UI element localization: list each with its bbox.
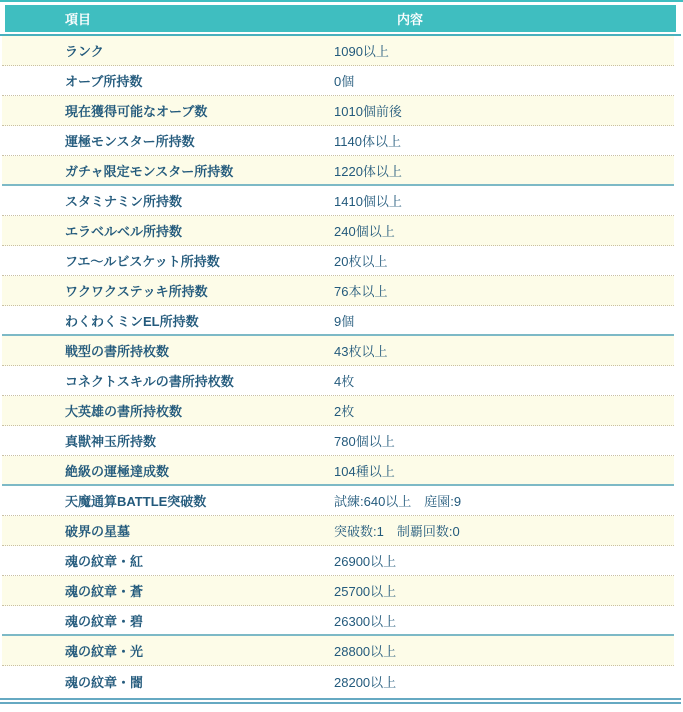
column-header-item: 項目 (65, 12, 92, 27)
row-item-label: 魂の紋章・闇 (65, 674, 144, 690)
row-item-label: 魂の紋章・蒼 (65, 584, 144, 599)
row-value: 4枚 (334, 374, 355, 389)
table-row (2, 606, 674, 636)
bottom-border-line (0, 698, 681, 704)
row-item-label: フエ〜ルビスケット所持数 (65, 254, 220, 269)
row-item-label: わくわくミンEL所持数 (65, 313, 199, 329)
row-item-label: 天魔通算BATTLE突破数 (65, 494, 207, 509)
table-row (2, 486, 674, 516)
row-value: 2枚 (334, 404, 355, 419)
table-row (2, 216, 674, 246)
row-value: 9個 (334, 313, 355, 329)
row-value: 1410個以上 (334, 194, 402, 209)
row-value: 1010個前後 (334, 104, 402, 119)
row-value: 1220体以上 (334, 163, 402, 179)
row-item-label: 絶級の運極達成数 (65, 463, 170, 479)
row-value: 20枚以上 (334, 254, 388, 269)
row-item-label: 魂の紋章・紅 (65, 554, 144, 569)
row-value: 26900以上 (334, 554, 397, 569)
row-item-label: エラベルベル所持数 (65, 224, 183, 239)
table-row (2, 276, 674, 306)
table-body (0, 36, 683, 696)
row-item-label: 戦型の書所持枚数 (65, 344, 170, 359)
table-row (2, 96, 674, 126)
row-item-label: 運極モンスター所持数 (65, 134, 195, 149)
row-value: 43枚以上 (334, 344, 388, 359)
table-row (2, 306, 674, 336)
row-value: 試練:640以上 庭園:9 (334, 494, 462, 509)
row-value: 26300以上 (334, 613, 397, 629)
row-value: 28200以上 (334, 674, 397, 690)
row-item-label: ワクワクステッキ所持数 (65, 284, 208, 299)
top-border-line (0, 0, 683, 2)
row-value: 780個以上 (334, 434, 395, 449)
table-row (2, 186, 674, 216)
table-row (2, 666, 674, 696)
row-item-label: 真獣神玉所持数 (65, 434, 157, 449)
table-row (2, 516, 674, 546)
row-item-label: オーブ所持数 (65, 74, 143, 89)
row-item-label: ガチャ限定モンスター所持数 (65, 163, 234, 179)
table-row (2, 336, 674, 366)
row-item-label: 現在獲得可能なオーブ数 (65, 104, 208, 119)
row-item-label: コネクトスキルの書所持枚数 (65, 374, 234, 389)
row-value: 76本以上 (334, 284, 388, 299)
table-row (2, 246, 674, 276)
column-header-content: 内容 (397, 12, 424, 27)
row-value: 0個 (334, 74, 355, 89)
table-row (2, 546, 674, 576)
table-row (2, 576, 674, 606)
table-row (2, 396, 674, 426)
row-value: 28800以上 (334, 644, 397, 659)
table-row (2, 426, 674, 456)
row-value: 104種以上 (334, 463, 395, 479)
table-row (2, 66, 674, 96)
table-row (2, 366, 674, 396)
row-item-label: 魂の紋章・碧 (65, 613, 144, 629)
row-item-label: ランク (65, 44, 104, 59)
table-row (2, 456, 674, 486)
table-row (2, 636, 674, 666)
row-value: 突破数:1 制覇回数:0 (334, 524, 460, 539)
table-header-row (5, 5, 676, 32)
row-item-label: 魂の紋章・光 (65, 644, 144, 659)
row-value: 240個以上 (334, 224, 395, 239)
row-value: 25700以上 (334, 584, 397, 599)
table-row (2, 36, 674, 66)
row-value: 1090以上 (334, 44, 389, 59)
row-value: 1140体以上 (334, 134, 401, 149)
row-item-label: 破界の星墓 (65, 524, 131, 539)
table-row (2, 156, 674, 186)
row-item-label: 大英雄の書所持枚数 (65, 404, 183, 419)
table-row (2, 126, 674, 156)
row-item-label: スタミナミン所持数 (65, 194, 183, 209)
